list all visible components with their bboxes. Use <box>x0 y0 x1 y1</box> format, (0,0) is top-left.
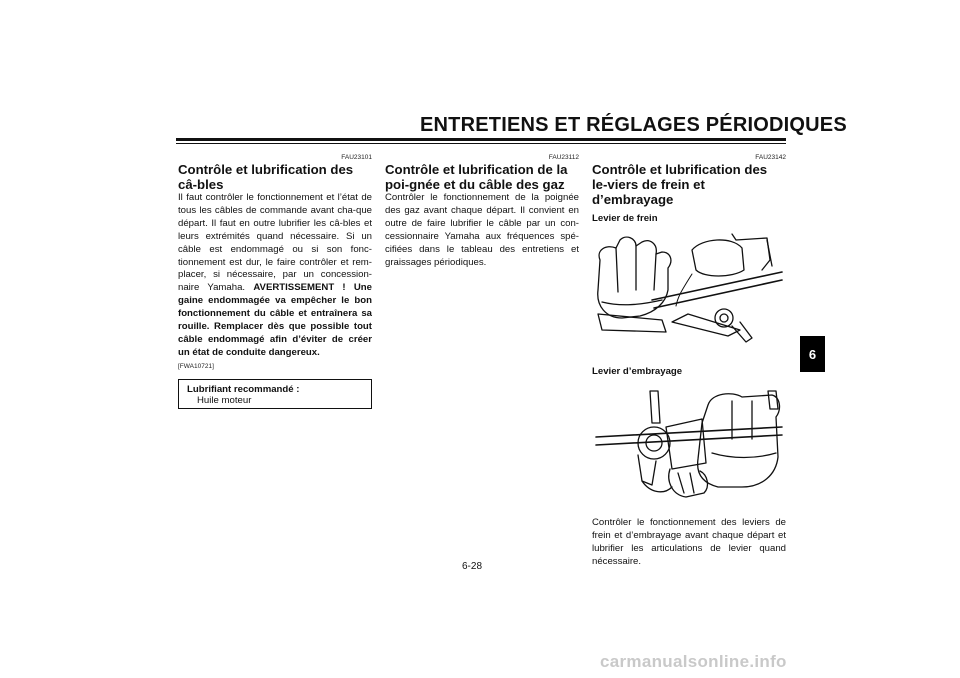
page-number: 6-28 <box>462 561 483 572</box>
column-cables <box>178 154 372 409</box>
section-title-levers: Contrôle et lubrification des le-viers de frein et d’embrayage <box>592 162 768 207</box>
clutch-lever-illustration <box>592 383 786 505</box>
lubricant-value: Huile moteur <box>197 394 252 406</box>
header-rule-thin <box>176 143 786 144</box>
subheading-clutch-lever: Levier d’embrayage <box>592 366 683 377</box>
column-throttle <box>385 154 579 269</box>
column-levers <box>592 154 786 569</box>
chapter-tab: 6 <box>800 336 825 372</box>
section-code: FAU23112 <box>548 154 579 161</box>
section-body-cables <box>178 192 372 360</box>
section-body-levers: Contrôler le fonctionnement des leviers de frein et d’embrayage avant chaque départ et lubrifier les articulations de levier quand nécessaire. <box>592 517 786 567</box>
section-title-cables: Contrôle et lubrification des câ-bles <box>178 162 354 192</box>
lubricant-box <box>178 379 372 409</box>
header-rule-thick <box>176 138 786 141</box>
section-code: FAU23142 <box>755 154 786 161</box>
section-code: FAU23101 <box>341 154 372 161</box>
page-header-title: ENTRETIENS ET RÉGLAGES PÉRIODIQUES <box>420 114 847 136</box>
section-body-throttle: Contrôler le fonctionnement de la poignée des gaz avant chaque départ. Il convient en outre de faire lubrifier le câble par un con-cessionnaire Yamaha aux fréquences spé-cifiées dans le tableau des entretiens et graissages périodiques. <box>385 192 579 268</box>
subheading-brake-lever: Levier de frein <box>592 213 658 224</box>
warning-code: [FWA10721] <box>178 362 214 370</box>
body-text: Il faut contrôler le fonctionnement et l’état de tous les câbles de commande avant cha-que départ. Il faut en outre lubrifier les câ-bles et leurs extrémités quand nécessaire. Si un câble est endommagé ou si son fonc-tionnement est dur, le faire contrôler et rem-placer, si nécessaire, par un concession-naire Yamaha. <box>178 192 372 294</box>
lubricant-title: Lubrifiant recommandé : <box>187 383 300 395</box>
watermark: carmanualsonline.info <box>600 652 787 671</box>
warning-text: AVERTISSEMENT ! Une gaine endommagée va empêcher le bon fonctionnement du câble et entraînera sa rouille. Remplacer dès que possible tout câble endommagé afin d’éviter de créer un état de conduite dangereux. <box>178 282 372 358</box>
section-title-throttle: Contrôle et lubrification de la poi-gnée et du câble des gaz <box>385 162 568 192</box>
brake-lever-illustration <box>592 230 786 348</box>
